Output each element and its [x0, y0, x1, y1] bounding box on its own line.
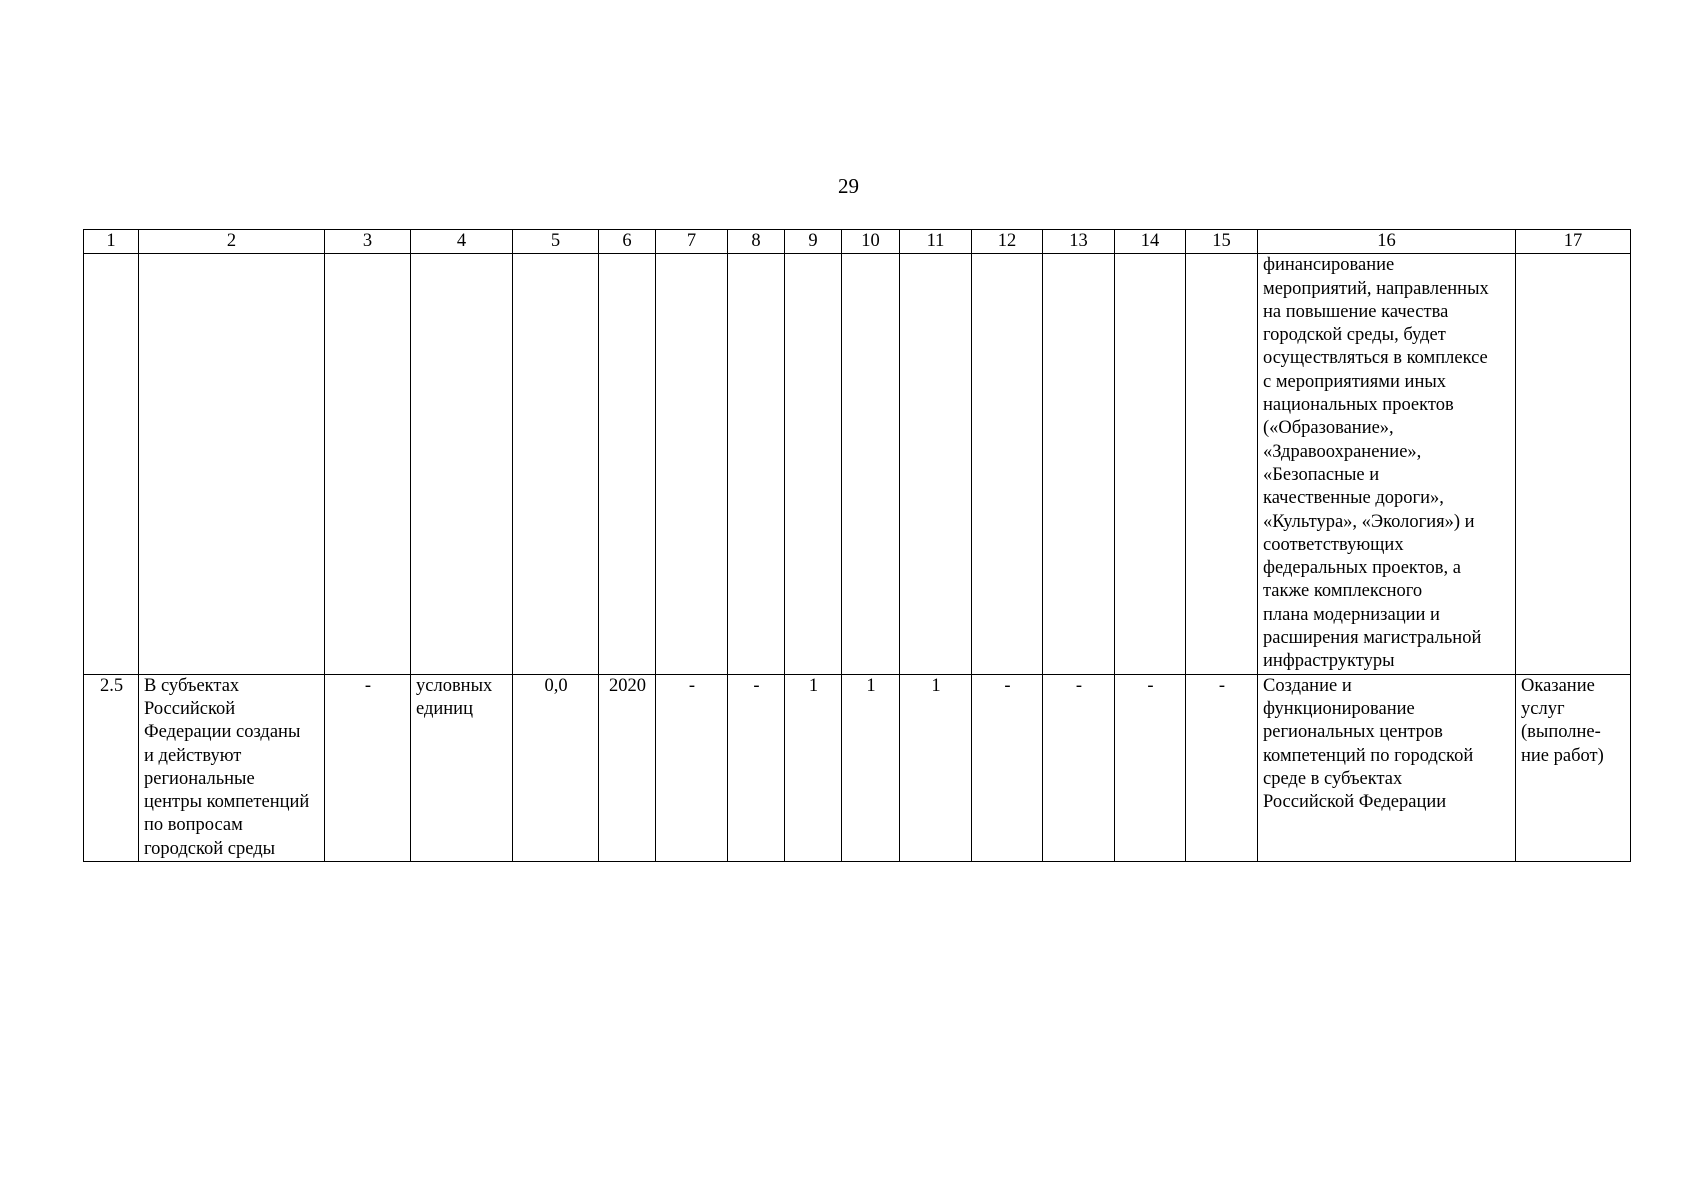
empty-cell: [411, 254, 513, 674]
empty-cell: [513, 254, 599, 674]
header-cell-14: 14: [1115, 230, 1186, 254]
col7-cell: -: [656, 674, 728, 861]
result-type-text: Оказание услуг (выполне- ние работ): [1521, 675, 1604, 766]
col15-cell: -: [1186, 674, 1258, 861]
unit-cell: [411, 674, 513, 861]
continuation-text: финансирование мероприятий, направленных на повышение качества городской среды, будет осуществляться в комплексе с мероприятиями иных национальных проектов («Образование», «Здравоохранение», «Безопасные и качественные дороги», «Культура», «Экология») и соответствующих федеральных проектов, а также комплексного плана модернизации и расширения магистральной инфраструктуры: [1263, 255, 1489, 672]
header-cell-10: 10: [842, 230, 900, 254]
empty-cell: [139, 254, 325, 674]
table-row-2-5: [84, 674, 1631, 861]
row-number-cell: 2.5: [84, 674, 139, 861]
header-cell-2: 2: [139, 230, 325, 254]
result-name-cell: [139, 674, 325, 861]
empty-cell: [900, 254, 972, 674]
col13-cell: -: [1043, 674, 1115, 861]
unit-text: условных единиц: [416, 675, 493, 719]
description-cell: [1258, 674, 1516, 861]
col11-cell: 1: [900, 674, 972, 861]
empty-cell: [972, 254, 1043, 674]
empty-cell: [1516, 254, 1631, 674]
empty-cell: [1043, 254, 1115, 674]
col3-cell: -: [325, 674, 411, 861]
base-value-cell: 0,0: [513, 674, 599, 861]
col10-cell: 1: [842, 674, 900, 861]
empty-cell: [1115, 254, 1186, 674]
header-cell-5: 5: [513, 230, 599, 254]
col12-cell: -: [972, 674, 1043, 861]
header-cell-17: 17: [1516, 230, 1631, 254]
header-cell-4: 4: [411, 230, 513, 254]
col9-cell: 1: [785, 674, 842, 861]
header-cell-12: 12: [972, 230, 1043, 254]
header-cell-15: 15: [1186, 230, 1258, 254]
col14-cell: -: [1115, 674, 1186, 861]
continuation-row: [84, 254, 1631, 674]
empty-cell: [599, 254, 656, 674]
header-cell-11: 11: [900, 230, 972, 254]
continuation-text-cell: [1258, 254, 1516, 674]
empty-cell: [728, 254, 785, 674]
header-cell-6: 6: [599, 230, 656, 254]
empty-cell: [842, 254, 900, 674]
header-cell-3: 3: [325, 230, 411, 254]
page-number: 29: [838, 174, 859, 198]
result-name-text: В субъектах Российской Федерации созданы и действуют региональные центры компетенций по вопросам городской среды: [144, 675, 310, 859]
document-table: [83, 229, 1631, 862]
header-cell-13: 13: [1043, 230, 1115, 254]
empty-cell: [656, 254, 728, 674]
empty-cell: [1186, 254, 1258, 674]
result-type-cell: [1516, 674, 1631, 861]
header-cell-7: 7: [656, 230, 728, 254]
base-year-cell: 2020: [599, 674, 656, 861]
col8-cell: -: [728, 674, 785, 861]
header-cell-16: 16: [1258, 230, 1516, 254]
empty-cell: [325, 254, 411, 674]
table-header-row: [84, 230, 1631, 254]
description-text: Создание и функционирование региональных центров компетенций по городской среде в субъектах Российской Федерации: [1263, 675, 1474, 813]
empty-cell: [84, 254, 139, 674]
empty-cell: [785, 254, 842, 674]
header-cell-8: 8: [728, 230, 785, 254]
header-cell-9: 9: [785, 230, 842, 254]
header-cell-1: 1: [84, 230, 139, 254]
